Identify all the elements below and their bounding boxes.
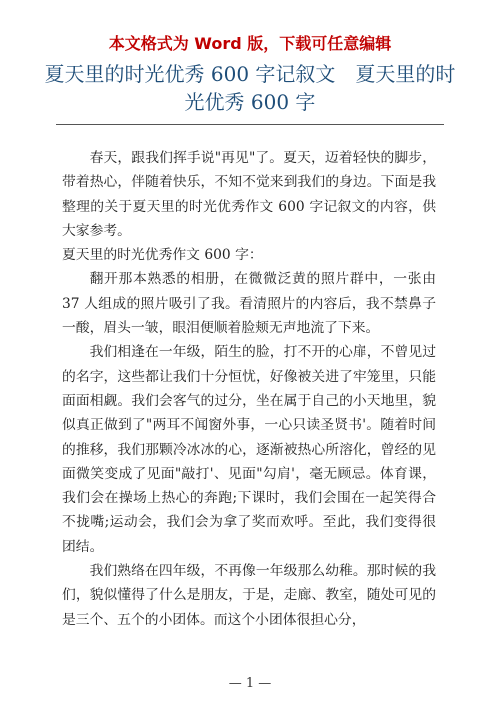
title-divider bbox=[56, 124, 444, 125]
paragraph-grade-one: 我们相逢在一年级，陌生的脸，打不开的心扉，不曾见过的名字，这些都让我们十分恒忧，好像被关进了牢笼里，只能面面相觑。我们会客气的过分，坐在属于自己的小天地里，貌似真正做到了"两耳不闻窗外事，一心只读圣贤书'。随着时间的推移，我们那颗冷冰冰的心，逐渐被热心所溶化，曾经的见面微笑变成了见面"敲打'、见面"勾肩'，毫无顾忌。体育课，我们会在操场上热心的奔跑;下课时，我们会围在一起笑得合不拢嘴;运动会，我们会为拿了奖而欢呼。至此，我们变得很团结。 bbox=[62, 344, 436, 555]
paragraph-grade-four: 我们熟络在四年级，不再像一年级那么幼稚。那时候的我们，貌似懂得了什么是朋友，于是，走廊、教室，随处可见的是三个、五个的小团体。而这个小团体很担心分， bbox=[62, 563, 436, 628]
document-title: 夏天里的时光优秀 600 字记叙文 夏天里的时光优秀 600 字 bbox=[44, 62, 456, 114]
paragraph-subheading: 夏天里的时光优秀作文 600 字： bbox=[62, 247, 263, 264]
paragraph-photo: 翻开那本熟悉的相册，在微微泛黄的照片群中，一张由 37 人组成的照片吸引了我。看清照片的内容后，我不禁鼻子一酸，眉头一皱，眼泪便顺着脸颊无声地流了下来。 bbox=[62, 271, 436, 337]
page-number: — 1 — bbox=[228, 676, 272, 691]
paragraph-intro: 春天，跟我们挥手说"再见"了。夏天，迈着轻快的脚步，带着热心，伴随着快乐，不知不觉来到我们的身边。下面是我整理的关于夏天里的时光优秀作文 600 字记叙文的内容，供大家参考。 bbox=[62, 150, 436, 239]
document-body bbox=[62, 146, 436, 632]
word-format-banner: 本文格式为 Word 版，下载可任意编辑 bbox=[108, 34, 392, 53]
